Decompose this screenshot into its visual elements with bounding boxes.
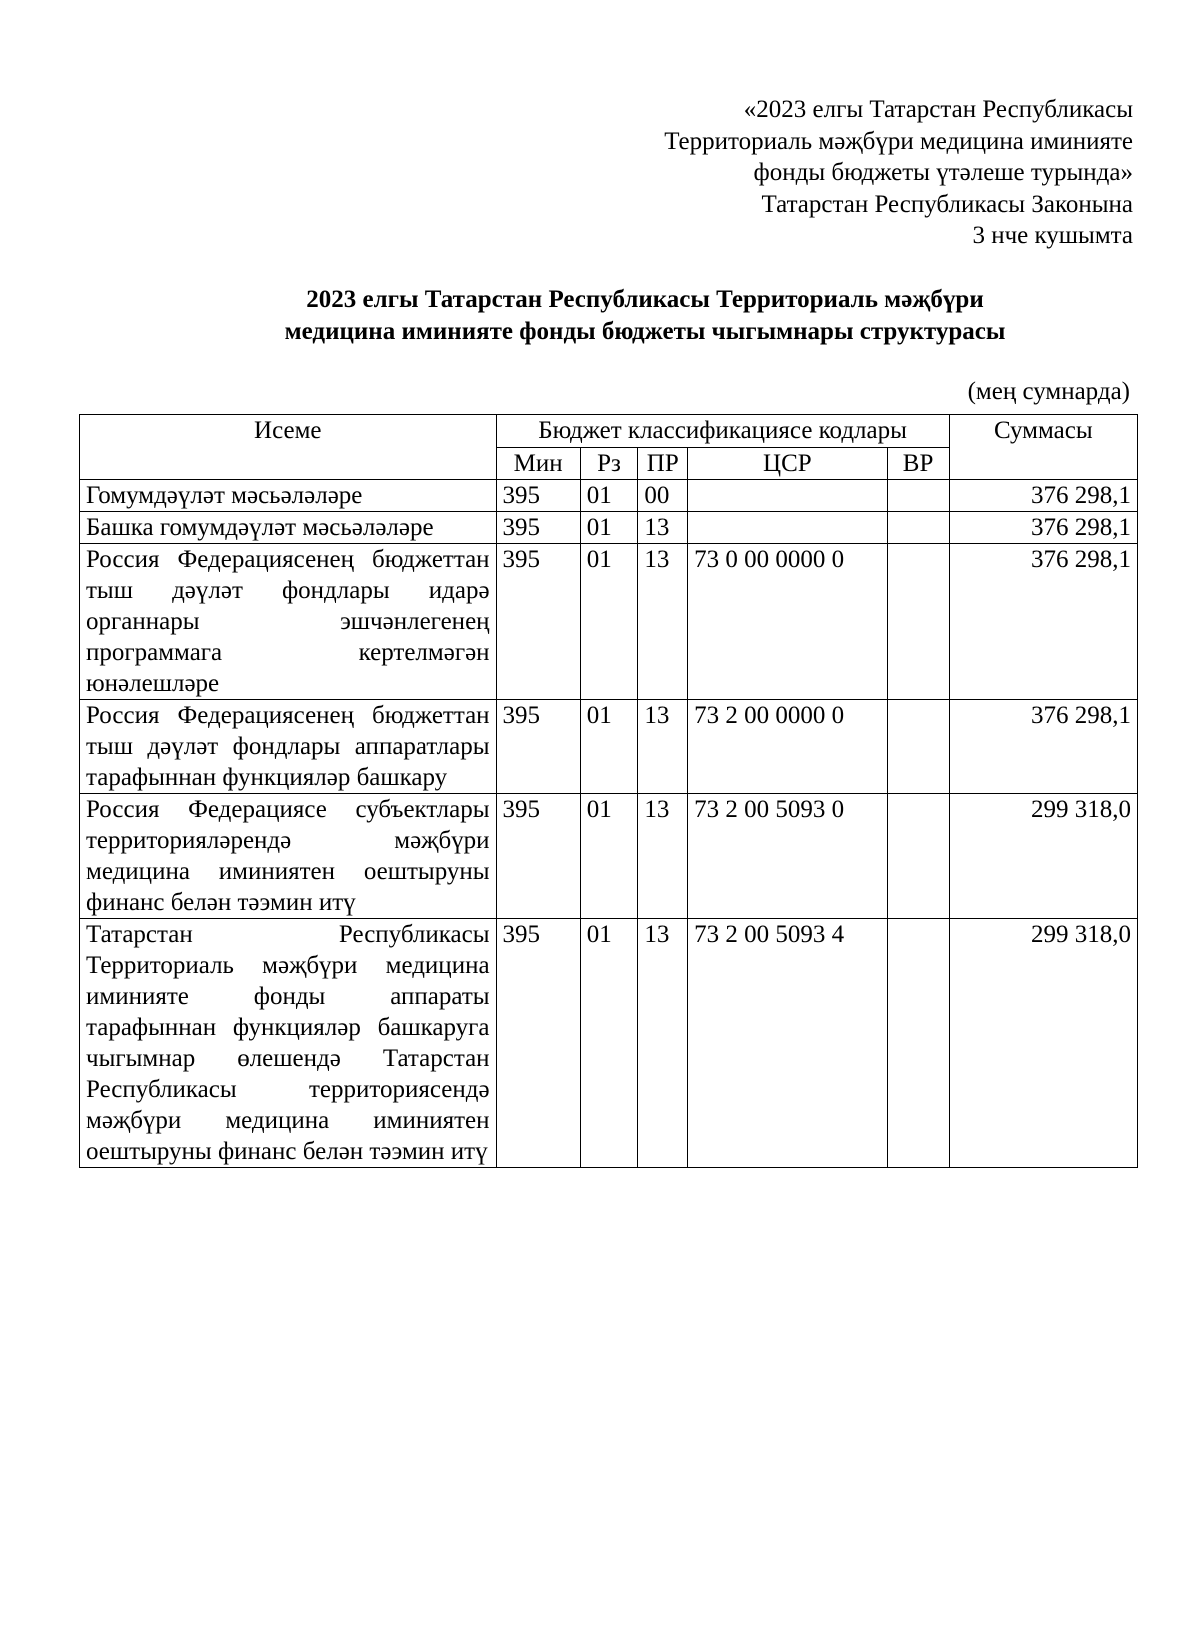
row-sum: 299 318,0 <box>949 919 1137 1168</box>
row-vr <box>887 700 949 794</box>
table-row <box>80 480 1138 512</box>
row-pr: 13 <box>638 512 688 544</box>
law-appendix-header <box>664 94 1133 252</box>
header-line: «2023 елгы Татарстан Республикасы <box>743 96 1133 123</box>
column-header-codes: Бюджет классификациясе кодлары <box>496 415 949 448</box>
table-row <box>80 919 1138 1168</box>
row-vr <box>887 544 949 700</box>
title-line-2: медицина иминияте фонды бюджеты чыгымнары структурасы <box>284 318 1006 345</box>
column-header-sum: Суммасы <box>949 415 1137 480</box>
row-min: 395 <box>496 794 580 919</box>
row-pr: 00 <box>638 480 688 512</box>
row-csr <box>688 512 887 544</box>
row-rz: 01 <box>580 480 638 512</box>
table-row <box>80 544 1138 700</box>
column-header-csr: ЦСР <box>688 448 887 480</box>
row-rz: 01 <box>580 700 638 794</box>
document-title <box>0 284 1200 348</box>
table-row <box>80 794 1138 919</box>
header-line: фонды бюджеты үтәлеше турында» <box>753 159 1133 186</box>
row-rz: 01 <box>580 794 638 919</box>
row-vr <box>887 919 949 1168</box>
row-name: Россия Федерациясенең бюджеттан тыш дәүләт фондлары идарә органнары эшчәнлегенең программага кертелмәгән юнәлешләре <box>80 544 497 700</box>
row-sum: 376 298,1 <box>949 512 1137 544</box>
row-sum: 376 298,1 <box>949 480 1137 512</box>
column-header-name: Исеме <box>80 415 497 480</box>
table-row <box>80 512 1138 544</box>
budget-expenditure-table <box>79 414 1138 1168</box>
row-rz: 01 <box>580 544 638 700</box>
row-name: Россия Федерациясе субъектлары территорияләрендә мәҗбүри медицина иминиятен оештыруны финанс белән тәэмин итү <box>80 794 497 919</box>
row-min: 395 <box>496 700 580 794</box>
row-min: 395 <box>496 512 580 544</box>
row-name: Татарстан Республикасы Территориаль мәҗбүри медицина иминияте фонды аппараты тарафыннан функцияләр башкаруга чыгымнар өлешендә Татарстан Республикасы территориясендә мәҗбүри медицина иминиятен оештыруны финанс белән тәэмин итү <box>80 919 497 1168</box>
row-sum: 376 298,1 <box>949 700 1137 794</box>
row-pr: 13 <box>638 919 688 1168</box>
row-csr: 73 0 00 0000 0 <box>688 544 887 700</box>
row-name: Россия Федерациясенең бюджеттан тыш дәүләт фондлары аппаратлары тарафыннан функцияләр башкару <box>80 700 497 794</box>
row-min: 395 <box>496 480 580 512</box>
row-min: 395 <box>496 544 580 700</box>
row-csr <box>688 480 887 512</box>
column-header-vr: ВР <box>887 448 949 480</box>
row-pr: 13 <box>638 700 688 794</box>
row-sum: 376 298,1 <box>949 544 1137 700</box>
table-row <box>80 700 1138 794</box>
row-csr: 73 2 00 5093 0 <box>688 794 887 919</box>
row-csr: 73 2 00 5093 4 <box>688 919 887 1168</box>
row-name: Башка гомумдәүләт мәсьәләләре <box>80 512 497 544</box>
row-min: 395 <box>496 919 580 1168</box>
column-header-min: Мин <box>496 448 580 480</box>
units-label: (мең сумнарда) <box>967 378 1130 405</box>
header-line: Татарстан Республикасы Законына <box>761 190 1133 218</box>
row-rz: 01 <box>580 512 638 544</box>
title-line-1: 2023 елгы Татарстан Республикасы Территориаль мәҗбүри <box>306 286 984 313</box>
row-pr: 13 <box>638 544 688 700</box>
row-vr <box>887 794 949 919</box>
row-pr: 13 <box>638 794 688 919</box>
row-csr: 73 2 00 0000 0 <box>688 700 887 794</box>
row-rz: 01 <box>580 919 638 1168</box>
row-vr <box>887 480 949 512</box>
header-line: Территориаль мәҗбүри медицина иминияте <box>664 127 1133 155</box>
row-sum: 299 318,0 <box>949 794 1137 919</box>
column-header-rz: Рз <box>580 448 638 480</box>
row-vr <box>887 512 949 544</box>
row-name: Гомумдәүләт мәсьәләләре <box>80 480 497 512</box>
column-header-pr: ПР <box>638 448 688 480</box>
header-line: 3 нче кушымта <box>972 222 1133 249</box>
